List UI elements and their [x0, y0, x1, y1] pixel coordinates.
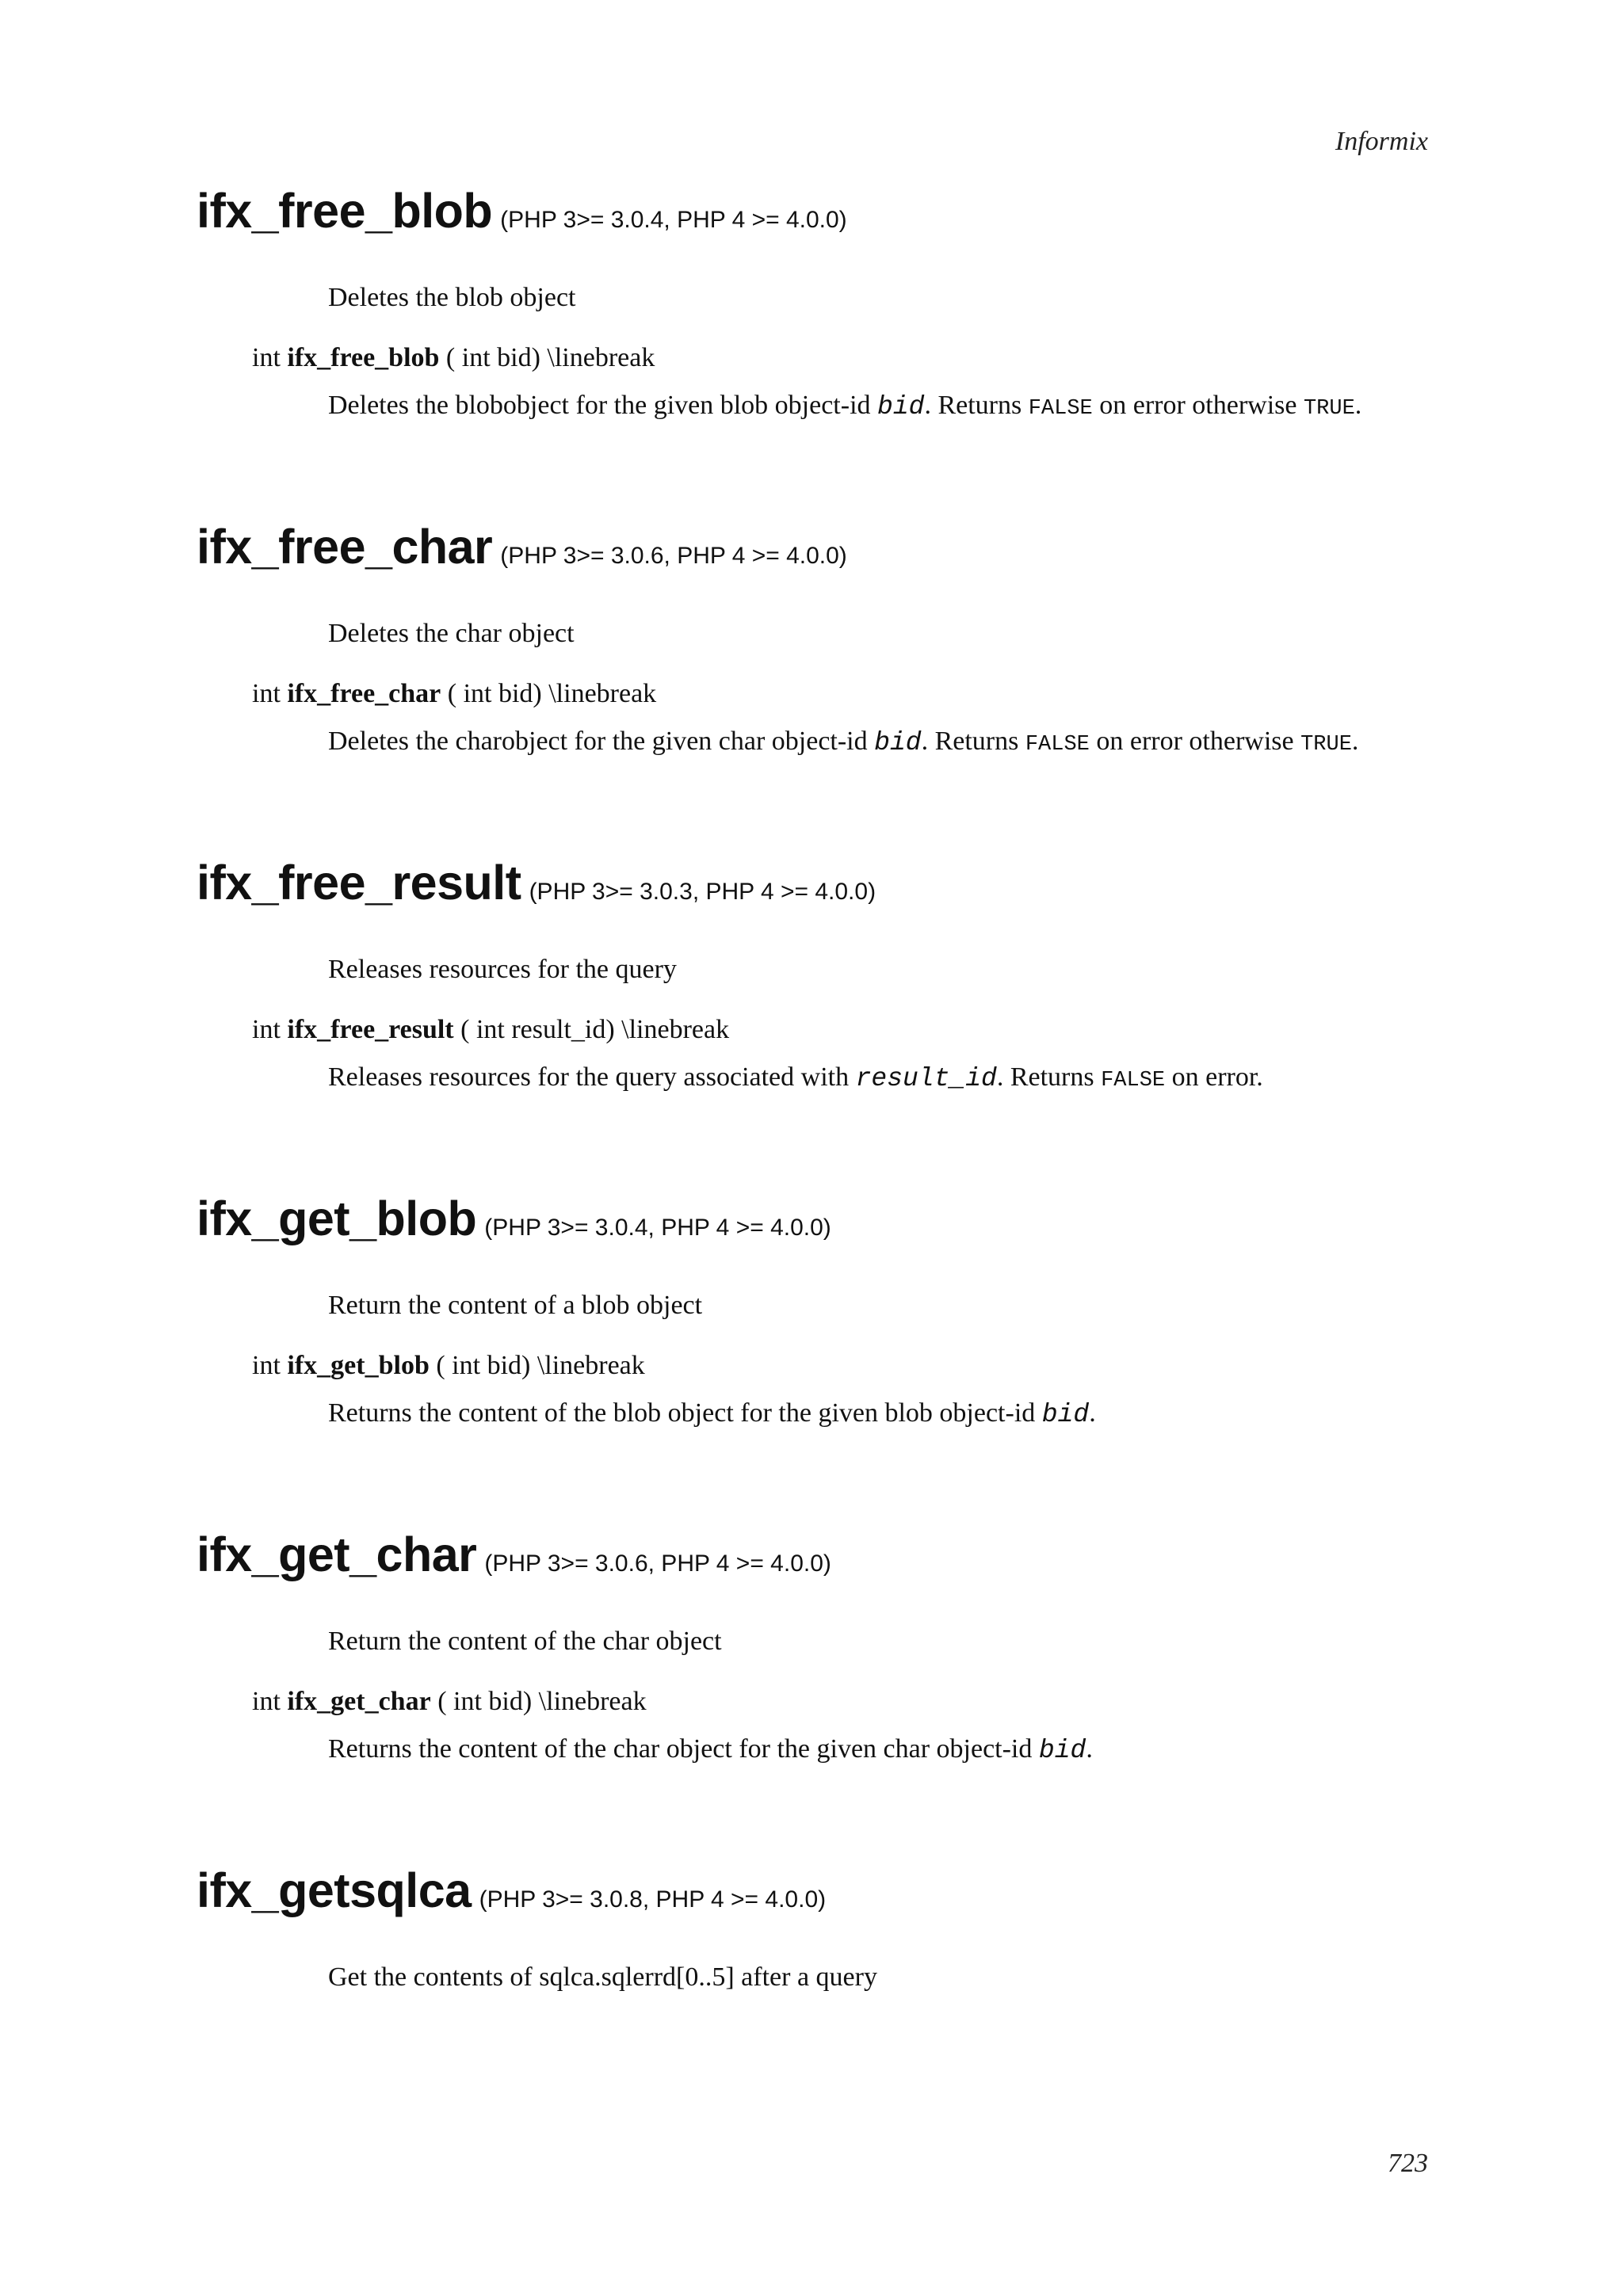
function-version: (PHP 3>= 3.0.3, PHP 4 >= 4.0.0) — [529, 879, 876, 905]
description-text: on error otherwise — [1092, 391, 1304, 420]
function-purpose: Get the contents of sqlca.sqlerrd[0..5] after a query — [328, 1962, 877, 1992]
description-text: . Returns — [996, 1062, 1102, 1092]
function-purpose: Deletes the char object — [328, 619, 575, 648]
description-text: . Returns — [921, 727, 1025, 756]
function-entry-ifx-free-result — [197, 856, 1433, 1093]
function-description — [328, 1062, 1433, 1093]
function-title — [197, 1863, 1433, 1917]
function-purpose: Return the content of the char object — [328, 1627, 722, 1656]
constant-false: FALSE — [1101, 1069, 1166, 1093]
return-type: int — [252, 679, 281, 708]
function-name: ifx_get_char — [197, 1527, 477, 1581]
function-title — [197, 1527, 1433, 1581]
function-entry-ifx-get-char — [197, 1527, 1433, 1765]
function-description — [328, 1398, 1433, 1429]
synopsis-args: ( int bid) \linebreak — [445, 343, 655, 372]
running-header: Informix — [1335, 127, 1428, 156]
return-type: int — [252, 343, 281, 372]
function-title — [197, 856, 1433, 910]
function-description — [328, 1734, 1433, 1765]
function-entry-ifx-get-blob — [197, 1192, 1433, 1429]
description-text: . — [1351, 727, 1359, 756]
description-text: . — [1086, 1734, 1093, 1764]
return-type: int — [252, 1687, 281, 1716]
function-version: (PHP 3>= 3.0.6, PHP 4 >= 4.0.0) — [484, 1550, 831, 1577]
synopsis-function-name: ifx_get_blob — [287, 1351, 430, 1380]
function-title — [197, 520, 1433, 574]
function-synopsis — [252, 1351, 1433, 1381]
function-name: ifx_free_result — [197, 856, 521, 910]
function-name: ifx_getsqlca — [197, 1863, 472, 1917]
function-name: ifx_get_blob — [197, 1192, 477, 1245]
function-description — [328, 727, 1433, 757]
synopsis-args: ( int bid) \linebreak — [447, 679, 657, 708]
function-purpose: Return the content of a blob object — [328, 1291, 703, 1320]
function-synopsis — [252, 1015, 1433, 1045]
synopsis-function-name: ifx_get_char — [287, 1687, 431, 1716]
synopsis-function-name: ifx_free_result — [287, 1015, 454, 1044]
constant-true: TRUE — [1300, 733, 1352, 757]
parameter-name: bid — [874, 728, 922, 757]
return-type: int — [252, 1015, 281, 1044]
function-name: ifx_free_char — [197, 520, 493, 574]
function-entry-ifx-getsqlca — [197, 1863, 1433, 1993]
return-type: int — [252, 1351, 281, 1380]
function-entry-ifx-free-char — [197, 520, 1433, 757]
constant-false: FALSE — [1025, 733, 1090, 757]
function-version: (PHP 3>= 3.0.4, PHP 4 >= 4.0.0) — [500, 207, 847, 233]
function-synopsis — [252, 1687, 1433, 1717]
synopsis-function-name: ifx_free_char — [287, 679, 441, 708]
function-synopsis — [252, 679, 1433, 709]
description-text: Returns the content of the blob object for the given blob object-id — [328, 1398, 1042, 1428]
parameter-name: result_id — [855, 1064, 997, 1093]
function-name: ifx_free_blob — [197, 184, 493, 238]
constant-false: FALSE — [1028, 397, 1093, 421]
parameter-name: bid — [1041, 1400, 1090, 1429]
synopsis-args: ( int bid) \linebreak — [436, 1351, 645, 1380]
description-text: Deletes the blobobject for the given blob object-id — [328, 391, 878, 420]
synopsis-args: ( int bid) \linebreak — [437, 1687, 647, 1716]
function-title — [197, 184, 1433, 238]
synopsis-args: ( int result_id) \linebreak — [460, 1015, 730, 1044]
function-title — [197, 1192, 1433, 1245]
parameter-name: bid — [1038, 1736, 1086, 1765]
constant-true: TRUE — [1303, 397, 1355, 421]
function-description — [328, 391, 1433, 421]
description-text: Releases resources for the query associated with — [328, 1062, 856, 1092]
description-text: Deletes the charobject for the given char object-id — [328, 727, 875, 756]
function-entry-ifx-free-blob — [197, 184, 1433, 421]
page-number: 723 — [1388, 2149, 1428, 2178]
function-synopsis — [252, 343, 1433, 373]
function-version: (PHP 3>= 3.0.4, PHP 4 >= 4.0.0) — [484, 1215, 831, 1241]
description-text: . Returns — [924, 391, 1029, 420]
description-text: . — [1089, 1398, 1096, 1428]
synopsis-function-name: ifx_free_blob — [287, 343, 440, 372]
function-purpose: Releases resources for the query — [328, 955, 677, 984]
function-version: (PHP 3>= 3.0.8, PHP 4 >= 4.0.0) — [479, 1886, 827, 1913]
description-text: on error otherwise — [1089, 727, 1301, 756]
function-version: (PHP 3>= 3.0.6, PHP 4 >= 4.0.0) — [500, 543, 847, 569]
description-text: Returns the content of the char object for the given char object-id — [328, 1734, 1039, 1764]
description-text: on error. — [1165, 1062, 1263, 1092]
parameter-name: bid — [877, 392, 925, 421]
function-purpose: Deletes the blob object — [328, 283, 576, 312]
description-text: . — [1354, 391, 1362, 420]
